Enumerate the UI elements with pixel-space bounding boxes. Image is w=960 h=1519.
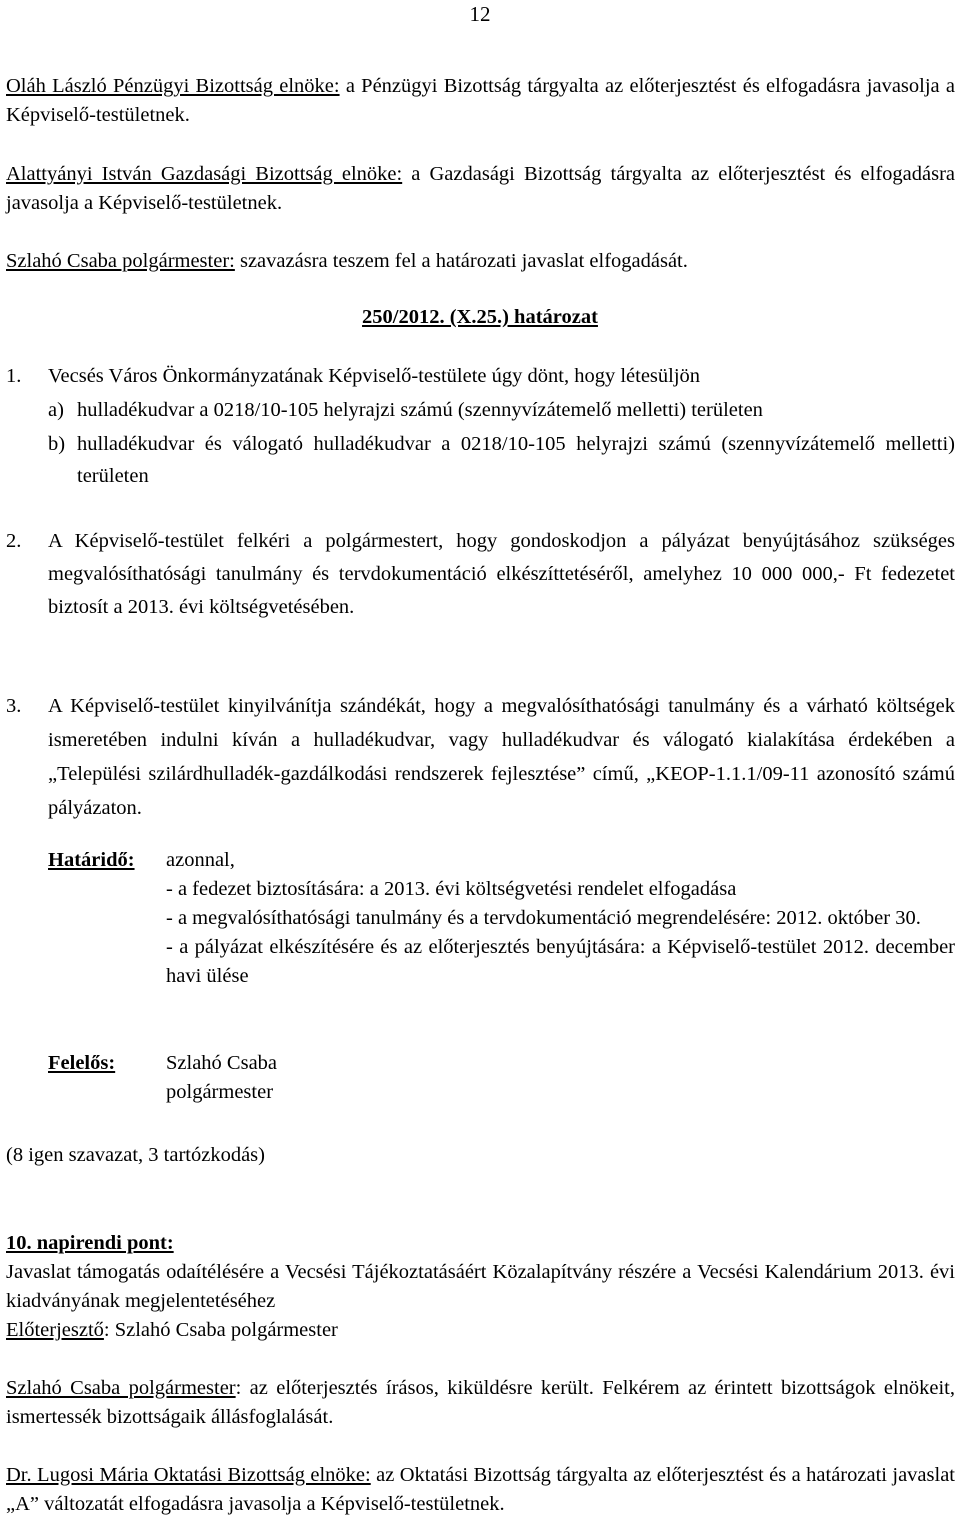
responsible-block: [48, 1049, 955, 1107]
speaker-name: Alattyányi István Gazdasági Bizottság elnöke:: [6, 163, 403, 185]
paragraph-education-committee: [6, 1461, 955, 1519]
speaker-name: Oláh László Pénzügyi Bizottság elnöke:: [6, 75, 340, 97]
speaker-name: Szlahó Csaba polgármester:: [6, 250, 235, 272]
agenda-presenter: [6, 1316, 955, 1345]
resolution-title: 250/2012. (X.25.) határozat: [362, 306, 598, 328]
speaker-name: Dr. Lugosi Mária Oktatási Bizottság elnöke:: [6, 1464, 371, 1486]
paragraph-finance-committee: [6, 72, 955, 130]
sub-label: a): [48, 399, 64, 421]
paragraph-mayor-vote: [6, 247, 955, 276]
deadline-line: - a fedezet biztosítására: a 2013. évi költségvetési rendelet elfogadása: [166, 878, 737, 900]
item-number: 1.: [6, 365, 22, 387]
responsible-role: polgármester: [166, 1081, 274, 1103]
item-1-sub-b: [48, 428, 955, 492]
item-text: A Képviselő-testület kinyilvánítja szándékát, hogy a megvalósíthatósági tanulmány és a várható költségek ismeretében indulni kíván a hulladékudvar, vagy hulladékudvar és válogató kialakítása érdekében a „Települési szilárdhulladék-gazdálkodási rendszerek fejlesztése” című, „KEOP-1.1.1/09-11 azonosító számú pályázaton.: [48, 695, 955, 819]
deadline-block: [48, 846, 955, 991]
paragraph-text: a Gazdasági Bizottság tárgyalta az előterjesztést és elfogadásra javasolja a Képviselő-testületnek.: [6, 163, 955, 214]
paragraph-economic-committee: [6, 160, 955, 218]
agenda-description: Javaslat támogatás odaítélésére a Vecsési Tájékoztatásáért Közalapítvány részére a Vecsési Kalendárium 2013. évi kiadványának megjelentetéséhez: [6, 1261, 955, 1312]
sub-label: b): [48, 433, 66, 455]
item-number: 2.: [6, 530, 22, 552]
vote-result: (8 igen szavazat, 3 tartózkodás): [6, 1144, 265, 1166]
presenter-text: : Szlahó Csaba polgármester: [103, 1319, 338, 1341]
speaker-name: Szlahó Csaba polgármester: [6, 1377, 236, 1399]
deadline-line: - a megvalósíthatósági tanulmány és a tervdokumentáció megrendelésére: 2012. október 30.: [166, 907, 921, 929]
presenter-label: Előterjesztő: [6, 1319, 104, 1341]
item-1-sub-a: [48, 394, 955, 426]
item-text: A Képviselő-testület felkéri a polgármestert, hogy gondoskodjon a pályázat benyújtásához szükséges megvalósíthatósági tanulmány és tervdokumentáció elkészíttetéséről, amelyhez 10 000 000,- Ft fedezetet biztosít a 2013. évi költségvetésében.: [48, 530, 955, 618]
deadline-line: azonnal,: [166, 849, 235, 871]
paragraph-text: szavazásra teszem fel a határozati javaslat elfogadását.: [234, 250, 688, 272]
item-text: Vecsés Város Önkormányzatának Képviselő-testülete úgy dönt, hogy létesüljön: [48, 365, 701, 387]
responsible-name: Szlahó Csaba: [166, 1052, 278, 1074]
item-number: 3.: [6, 695, 22, 717]
paragraph-text: az Oktatási Bizottság tárgyalta az előterjesztést és a határozati javaslat „A” változatát elfogadásra javasolja a Képviselő-testületnek.: [6, 1464, 956, 1515]
deadline-label: Határidő:: [48, 849, 135, 871]
paragraph-text: : az előterjesztés írásos, kiküldésre került. Felkérem az érintett bizottságok elnökeit, ismertessék bizottságaik állásfoglalását.: [6, 1377, 955, 1428]
paragraph-mayor-request: [6, 1374, 955, 1432]
paragraph-text: a Pénzügyi Bizottság tárgyalta az előterjesztést és elfogadásra javasolja a Képviselő-testületnek.: [6, 75, 955, 126]
agenda-heading: 10. napirendi pont:: [6, 1232, 174, 1254]
sub-text: hulladékudvar és válogató hulladékudvar a 0218/10-105 helyrajzi számú (szennyvízátemelő melletti) területen: [77, 433, 955, 487]
resolution-item-3: [6, 689, 955, 825]
resolution-item-1: [6, 362, 955, 391]
sub-text: hulladékudvar a 0218/10-105 helyrajzi számú (szennyvízátemelő melletti) területen: [77, 399, 763, 421]
deadline-line: - a pályázat elkészítésére és az előterjesztés benyújtására: a Képviselő-testület 2012. december havi ülése: [166, 936, 955, 987]
resolution-item-2: [6, 525, 955, 624]
responsible-label: Felelős:: [48, 1052, 116, 1074]
page-number: 12: [469, 2, 491, 26]
